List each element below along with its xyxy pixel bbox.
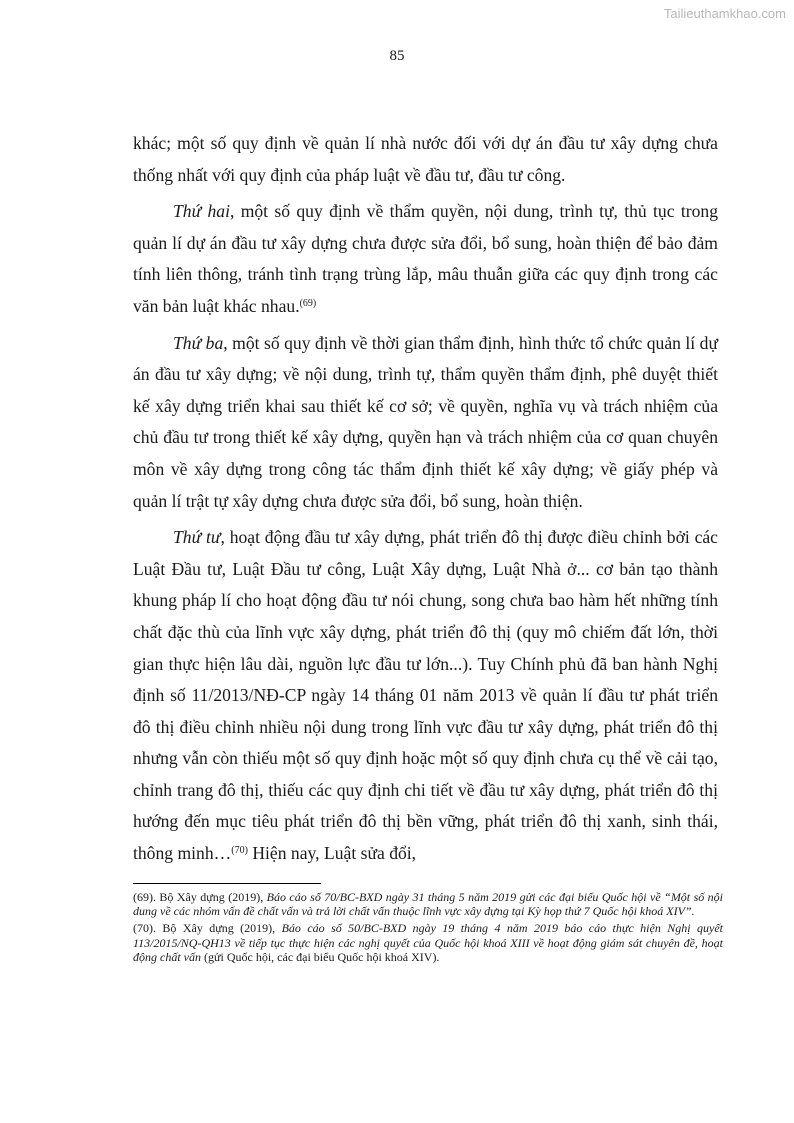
- paragraph-1-lead: Thứ hai: [173, 201, 230, 222]
- footnote-69-title: Báo cáo số 70/BC-BXD ngày 31 tháng 5 năm 2019 gửi các đại biểu Quốc hội về “Một số nội dung về các nhóm vấn đề chất vấn và trả lời chất vấn thuộc lĩnh vực xây dựng tại Kỳ họp thứ 7 Quốc hội khoá XIV”.: [133, 890, 724, 919]
- paragraph-3-tail: Hiện nay, Luật sửa đổi,: [247, 843, 417, 864]
- body-text: [133, 128, 718, 875]
- footnote-70: [133, 921, 723, 964]
- page-number: 85: [389, 48, 405, 64]
- paragraph-2-text: , một số quy định về thời gian thẩm định, hình thức tổ chức quản lí dự án đầu tư xây dựng; về nội dung, trình tự, thẩm quyền thẩm định, phê duyệt thiết kế xây dựng triển khai sau thiết kế cơ sở; về quyền, nghĩa vụ và trách nhiệm của chủ đầu tư trong thiết kế xây dựng, quyền hạn và trách nhiệm của cơ quan chuyên môn về xây dựng trong công tác thẩm định thiết kế xây dựng; về giấy phép và quản lí trật tự xây dựng chưa được sửa đổi, bổ sung, hoàn thiện.: [133, 332, 719, 511]
- paragraph-3-lead: Thứ tư: [173, 527, 221, 548]
- paragraph-3-text: , hoạt động đầu tư xây dựng, phát triển đô thị được điều chỉnh bởi các Luật Đầu tư, Luật Đầu tư công, Luật Xây dựng, Luật Nhà ở... cơ bản tạo thành khung pháp lí cho hoạt động đầu tư nói chung, song chưa bao hàm hết những tính chất đặc thù của lĩnh vực xây dựng, phát triển đô thị (quy mô chiếm đất lớn, thời gian thực hiện lâu dài, nguồn lực đầu tư lớn...). Tuy Chính phủ đã ban hành Nghị định số 11/2013/NĐ-CP ngày 14 tháng 01 năm 2013 về quản lí đầu tư phát triển đô thị điều chỉnh nhiều nội dung trong lĩnh vực đầu tư xây dựng, phát triển đô thị nhưng vẫn còn thiếu một số quy định hoặc một số quy định chưa cụ thể về cải tạo, chỉnh trang đô thị, thiếu các quy định chi tiết về đầu tư xây dựng, phát triển đô thị hướng đến mục tiêu phát triển đô thị bền vững, phát triển đô thị xanh, sinh thái, thông minh…: [133, 527, 718, 864]
- paragraph-2-lead: Thứ ba: [173, 332, 224, 353]
- footnote-70-prefix: (70). Bộ Xây dựng (2019),: [133, 921, 282, 936]
- footnote-70-suffix: (gửi Quốc hội, các đại biểu Quốc hội khoá XIV).: [201, 949, 440, 964]
- paragraph-0-text: khác; một số quy định về quản lí nhà nước đối với dự án đầu tư xây dựng chưa thống nhất với quy định của pháp luật về đầu tư, đầu tư công.: [133, 133, 718, 185]
- watermark: Tailieuthamkhao.com: [663, 6, 786, 21]
- paragraph-continuation: [133, 128, 718, 191]
- footnote-separator: [133, 883, 321, 884]
- footnote-69-prefix: (69). Bộ Xây dựng (2019),: [133, 890, 267, 904]
- paragraph-1-text: , một số quy định về thẩm quyền, nội dung, trình tự, thủ tục trong quản lí dự án đầu tư xây dựng chưa được sửa đổi, bổ sung, hoàn thiện để bảo đảm tính liên thông, tránh tình trạng trùng lắp, mâu thuẫn giữa các quy định trong các văn bản luật khác nhau.: [133, 201, 718, 316]
- footnote-69: [133, 890, 723, 918]
- footnote-ref-69: (69): [299, 297, 317, 309]
- paragraph-thu-tu: [133, 522, 718, 870]
- footnote-ref-70: (70): [231, 845, 248, 857]
- paragraph-thu-hai: [133, 196, 718, 322]
- paragraph-thu-ba: [133, 328, 718, 518]
- footnotes: [133, 890, 723, 967]
- footnote-70-title: Báo cáo số 50/BC-BXD ngày 19 tháng 4 năm 2019 báo cáo thực hiện Nghị quyết 113/2015/NQ-QH13 về tiếp tục thực hiện các nghị quyết của Quốc hội khoá XIII về hoạt động giám sát chuyên đề, hoạt động chất vấn: [133, 921, 723, 964]
